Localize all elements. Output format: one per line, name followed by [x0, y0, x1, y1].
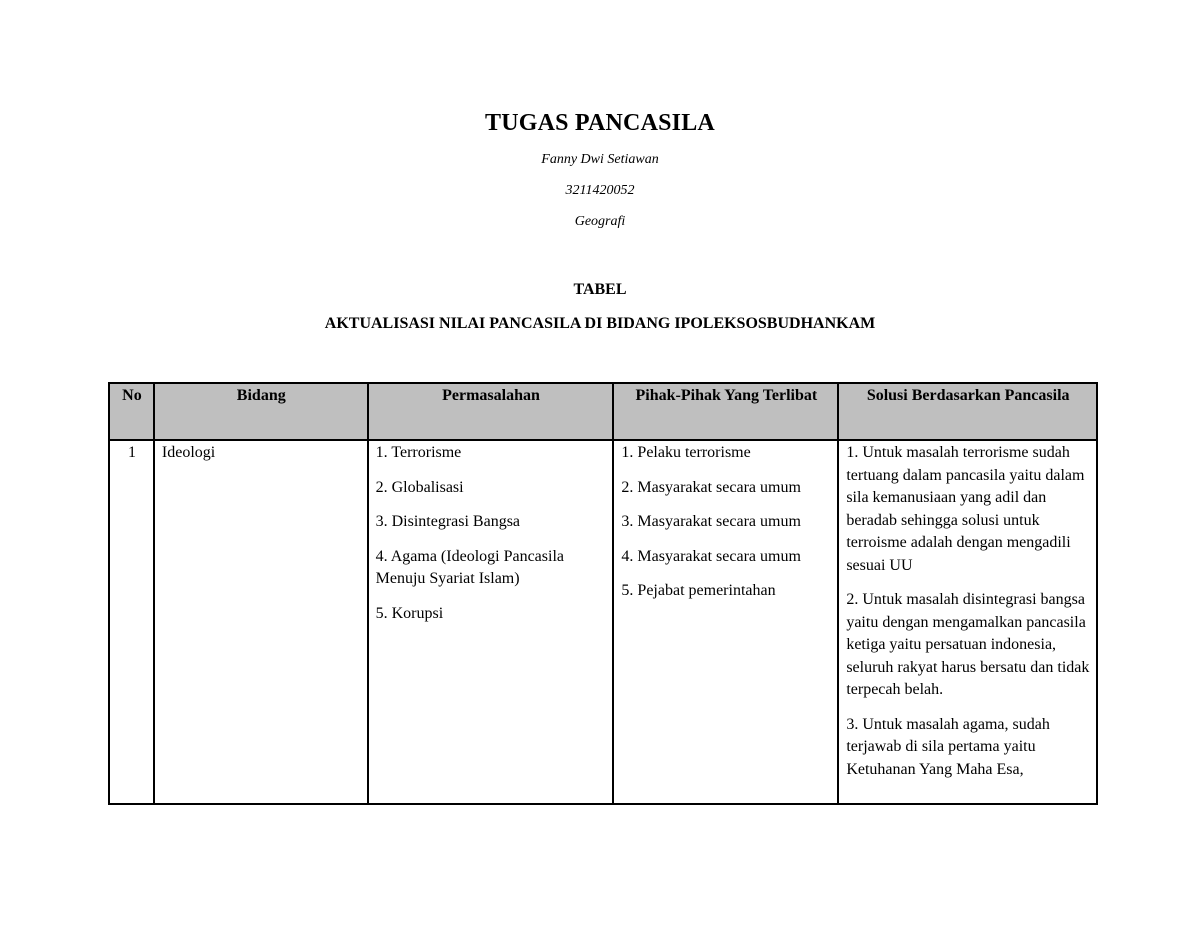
- cell-pihak: [613, 440, 838, 804]
- list-item: 3. Disintegrasi Bangsa: [375, 513, 521, 530]
- table-subheading: AKTUALISASI NILAI PANCASILA DI BIDANG IPOLEKSOSBUDHANKAM: [324, 315, 876, 332]
- table-heading: TABEL: [573, 281, 627, 298]
- list-item: 4. Agama (Ideologi Pancasila Menuju Syariat Islam): [375, 547, 564, 587]
- list-item: 5. Pejabat pemerintahan: [621, 582, 776, 599]
- document-title: TUGAS PANCASILA: [485, 110, 715, 136]
- list-item: 5. Korupsi: [375, 604, 444, 622]
- table-header-row: [109, 383, 1097, 440]
- list-item: 2. Masyarakat secara umum: [621, 478, 801, 496]
- header-solusi: Solusi Berdasarkan Pancasila: [838, 383, 1097, 440]
- author-name: Fanny Dwi Setiawan: [541, 152, 659, 167]
- header-pihak: Pihak-Pihak Yang Terlibat: [613, 383, 838, 440]
- list-item: 4. Masyarakat secara umum: [621, 547, 801, 565]
- actualization-table: [108, 382, 1098, 805]
- list-item: 3. Untuk masalah agama, sudah terjawab di sila pertama yaitu Ketuhanan Yang Maha Esa,: [846, 715, 1050, 778]
- list-item: 2. Untuk masalah disintegrasi bangsa yaitu dengan mengamalkan pancasila ketiga yaitu persatuan indonesia, seluruh rakyat harus bersatu dan tidak terpecah belah.: [846, 591, 1090, 698]
- header-no: No: [109, 383, 154, 440]
- list-item: 1. Pelaku terrorisme: [621, 444, 751, 461]
- cell-no: 1: [109, 440, 154, 804]
- cell-solusi: [838, 440, 1097, 804]
- header-permasalahan: Permasalahan: [368, 383, 614, 440]
- student-id: 3211420052: [565, 183, 635, 198]
- cell-bidang: Ideologi: [154, 440, 368, 804]
- study-program: Geografi: [574, 214, 626, 229]
- header-bidang: Bidang: [154, 383, 368, 440]
- list-item: 1. Terrorisme: [375, 444, 462, 461]
- list-item: 3. Masyarakat secara umum: [621, 513, 801, 530]
- list-item: 1. Untuk masalah terrorisme sudah tertuang dalam pancasila yaitu dalam sila kemanusiaan yang adil dan beradab sehingga solusi untuk terroisme adalah dengan mengadili sesuai UU: [846, 444, 1085, 574]
- list-item: 2. Globalisasi: [375, 478, 464, 496]
- cell-permasalahan: [368, 440, 614, 804]
- table-row: [109, 440, 1097, 804]
